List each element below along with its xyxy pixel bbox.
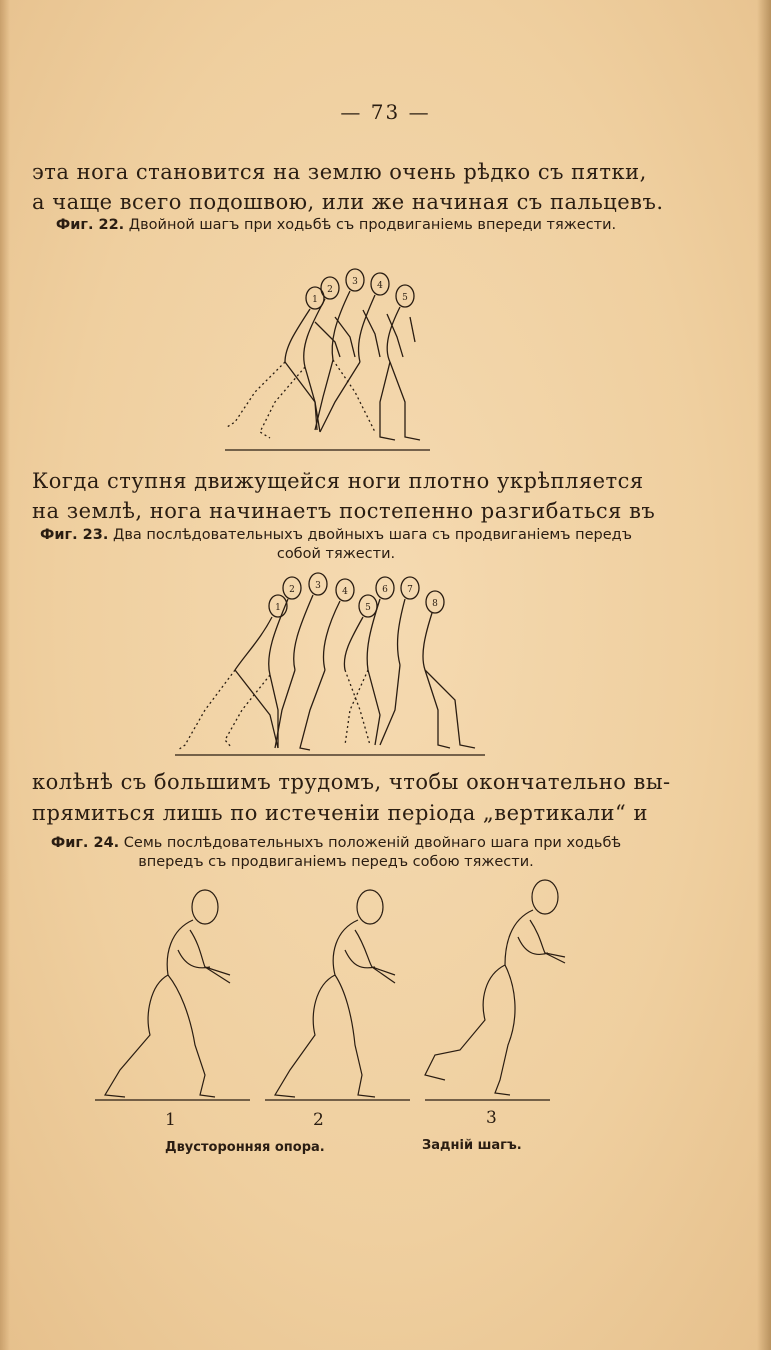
fig22-head-number: 1 [312,295,318,305]
fig23-head-number: 8 [432,599,438,609]
fig24-text: Семь послѣдовательныхъ положеній двойнаго шага при ходьбѣ впередъ съ продвиганіемъ передъ собою тяжести. [123,835,622,870]
fig24-number: 1 [165,1110,176,1130]
fig22-label: Фиг. 22. [55,217,125,233]
fig22-head-number: 3 [352,277,358,287]
fig23-head-number: 2 [289,585,295,595]
fig22-caption [36,216,636,235]
paragraph-line: Когда ступня движущейся ноги плотно укрѣпляется [32,469,644,493]
fig22-illustration [215,262,445,462]
page-right-edge [757,0,771,1350]
fig23-head-number: 7 [407,585,413,595]
paragraph-line: на землѣ, нога начинаетъ постепенно разгибаться въ [32,499,656,523]
paragraph-line: а чаще всего подошвою, или же начиная съ пальцевъ. [32,190,664,214]
fig24-subcaption-2: Задній шагъ. [422,1138,522,1153]
fig22-head-number: 4 [377,281,383,291]
paragraph-line: прямиться лишь по истеченіи періода „вертикали“ и [32,801,648,825]
fig23-label: Фиг. 23. [40,527,109,543]
paragraph-line: эта нога становится на землю очень рѣдко съ пятки, [32,160,647,184]
page-number: — 73 — [340,100,431,124]
fig24-label: Фиг. 24. [50,835,120,851]
fig22-head-number: 5 [402,293,408,303]
fig24-number: 3 [486,1108,497,1128]
fig23-text: Два послѣдовательныхъ двойныхъ шага съ продвиганіемъ передъ собой тяжести. [112,527,632,562]
fig23-head-number: 1 [275,603,281,613]
page-left-edge [0,0,10,1350]
fig23-head-number: 6 [382,585,388,595]
fig23-head-number: 4 [342,587,348,597]
paragraph-line: колѣнѣ съ большимъ трудомъ, чтобы окончательно вы- [32,770,671,794]
fig24-caption [36,834,636,872]
fig23-caption [36,526,636,564]
fig22-head-number: 2 [327,285,333,295]
fig23-head-number: 3 [315,581,321,591]
fig24-number: 2 [313,1110,324,1130]
fig22-text: Двойной шагъ при ходьбѣ съ продвиганіемь впереди тяжести. [128,217,617,233]
fig23-illustration [170,570,510,765]
fig23-head-number: 5 [365,603,371,613]
fig24-subcaption-1: Двусторонняя опора. [165,1140,325,1155]
fig24-illustration [90,875,580,1105]
